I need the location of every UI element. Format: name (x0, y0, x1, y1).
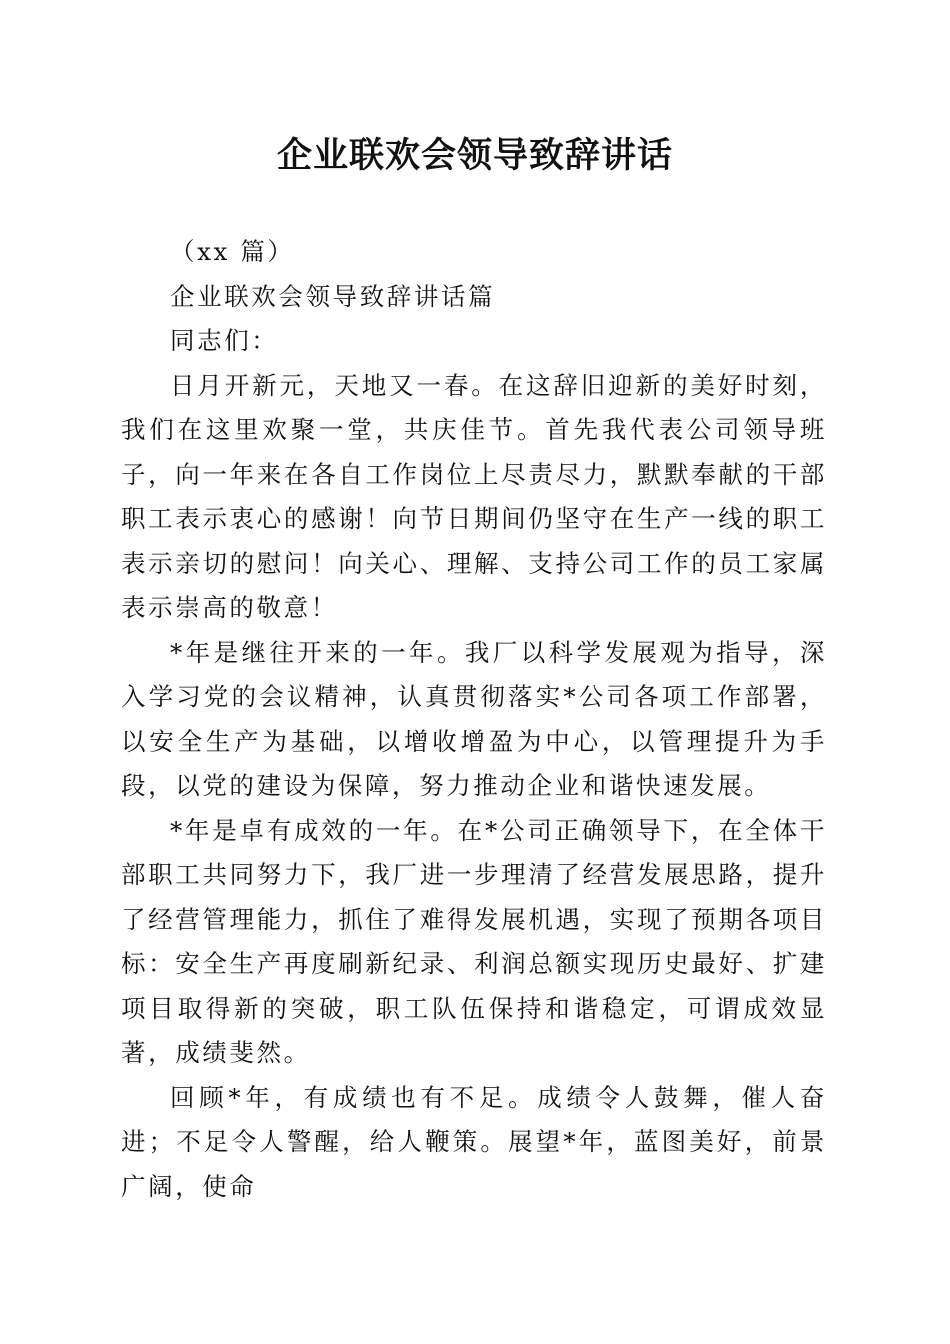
document-title: 企业联欢会领导致辞讲话 (276, 135, 673, 176)
paragraph-achievements: *年是卓有成效的一年。在*公司正确领导下，在全体干部职工共同努力下，我厂进一步理清了经营发展思路，提升了经营管理能力，抓住了难得发展机遇，实现了预期各项目标：安全生产再度刷新纪录、利润总额实现历史最好、扩建项目取得新的突破，职工队伍保持和谐稳定，可谓成效显著，成绩斐然。 (121, 815, 827, 1067)
salutation: 同志们： (170, 326, 279, 355)
paragraph-opening: 日月开新元，天地又一春。在这辞旧迎新的美好时刻，我们在这里欢聚一堂，共庆佳节。首先我代表公司领导班子，向一年来在各自工作岗位上尽责尽力，默默奉献的干部职工表示衷心的感谢！向节日期间仍坚守在生产一线的职工表示亲切的慰问！向关心、理解、支持公司工作的员工家属表示崇高的敬意！ (121, 370, 827, 622)
paragraph-review: *年是继往开来的一年。我厂以科学发展观为指导，深入学习党的会议精神，认真贯彻落实*公司各项工作部署，以安全生产为基础，以增收增盈为中心，以管理提升为手段，以党的建设为保障，努力推动企业和谐快速发展。 (121, 637, 827, 800)
paragraph-outlook: 回顾*年，有成绩也有不足。成绩令人鼓舞，催人奋进；不足令人警醒，给人鞭策。展望*年，蓝图美好，前景广阔，使命 (121, 1082, 827, 1201)
document-body (121, 230, 827, 1209)
subtitle-count: （xx 篇） (170, 237, 295, 266)
section-heading: 企业联欢会领导致辞讲话篇 (170, 281, 496, 311)
